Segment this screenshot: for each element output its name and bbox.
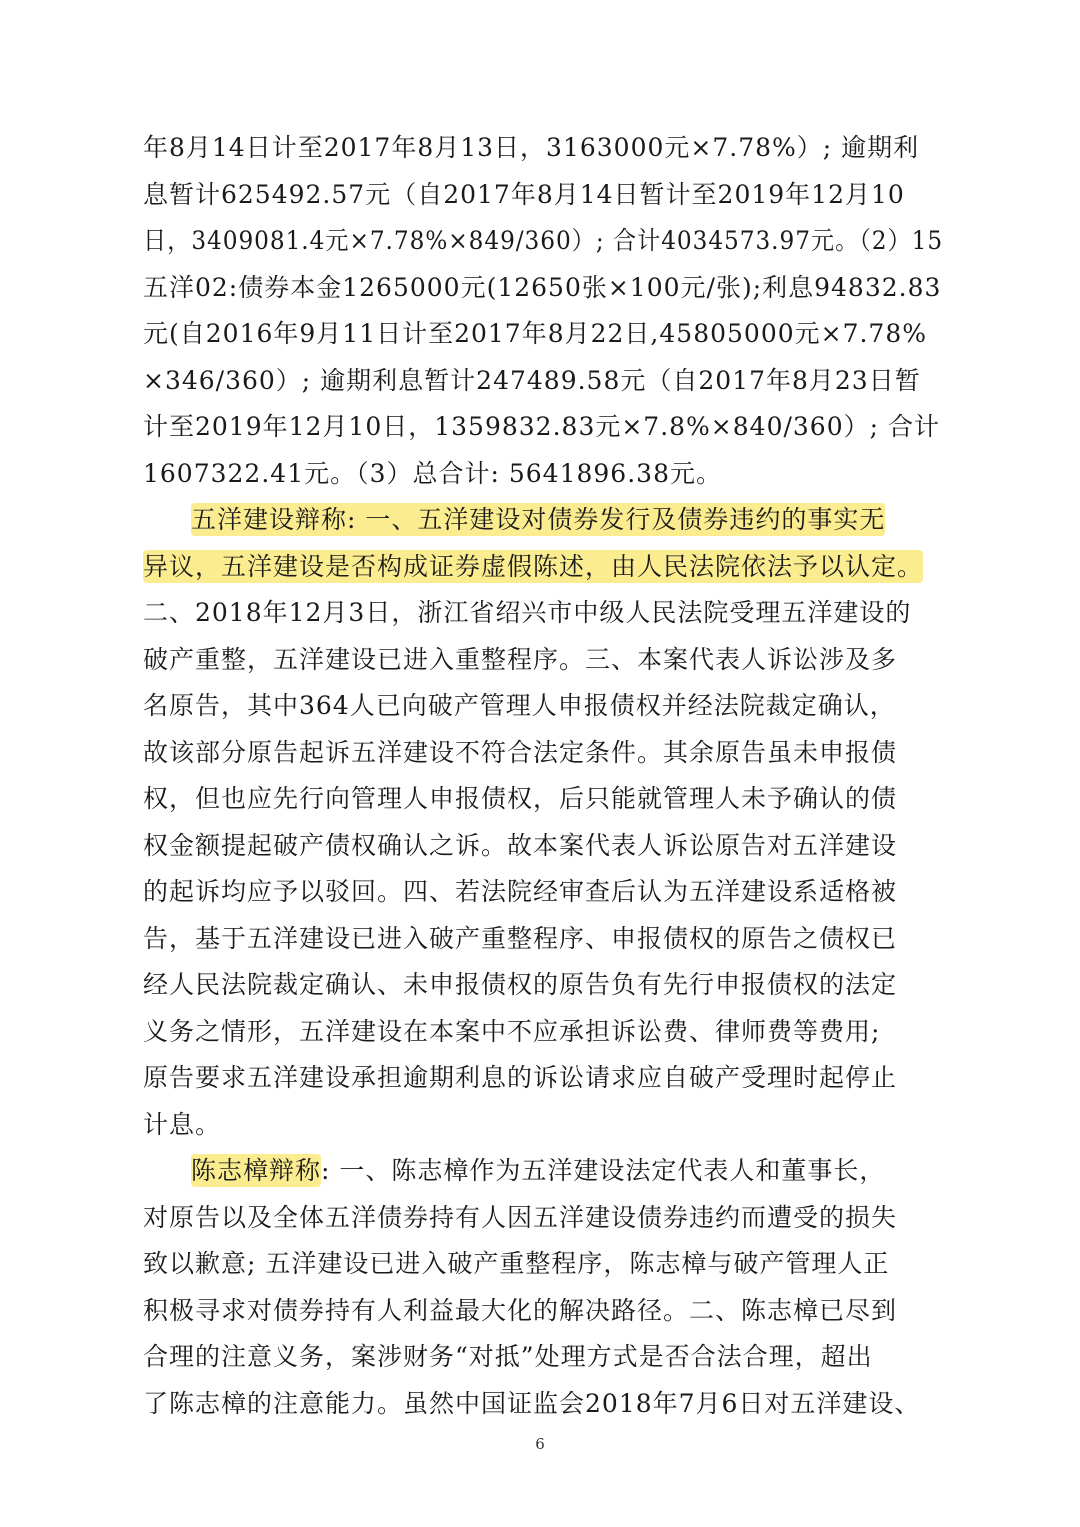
- text-line: [143, 824, 943, 868]
- line-text: 积极寻求对债券持有人利益最大化的解决路径。二、陈志樟已尽到: [143, 1295, 898, 1325]
- text-line: [143, 405, 943, 449]
- text-line: [143, 1289, 943, 1333]
- line-text: 计息。: [143, 1109, 222, 1139]
- line-text: 1607322.41元。（3）总合计: 5641896.38元。: [143, 458, 722, 488]
- text-line: [143, 591, 943, 635]
- line-text: 经人民法院裁定确认、未申报债权的原告负有先行申报债权的法定: [143, 970, 898, 999]
- line-text: 故该部分原告起诉五洋建设不符合法定条件。其余原告虽未申报债: [143, 737, 898, 767]
- text-line: [143, 1335, 943, 1379]
- text-line: [143, 1196, 943, 1240]
- highlighted-text: 五洋建设辩称: 一、五洋建设对债券发行及债券违约的事实无: [191, 505, 886, 534]
- line-text: 二、2018年12月3日，浙江省绍兴市中级人民法院受理五洋建设的: [143, 598, 912, 627]
- line-text: 合理的注意义务，案涉财务“对抵”处理方式是否合法合理，超出: [143, 1342, 873, 1371]
- line-text: : 一、陈志樟作为五洋建设法定代表人和董事长，: [321, 1156, 886, 1185]
- line-text: 权，但也应先行向管理人申报债权，后只能就管理人未予确认的债: [143, 784, 898, 813]
- text-line: [143, 126, 943, 170]
- text-line: [143, 1242, 943, 1286]
- line-text: 五洋02:债券本金1265000元(12650张×100元/张);利息94832.83: [143, 272, 942, 302]
- text-line: [143, 917, 943, 961]
- text-line: [143, 266, 943, 310]
- line-text: 原告要求五洋建设承担逾期利息的诉讼请求应自破产受理时起停止: [143, 1063, 898, 1092]
- line-text: 破产重整，五洋建设已进入重整程序。三、本案代表人诉讼涉及多: [143, 644, 898, 674]
- line-text: 告，基于五洋建设已进入破产重整程序、申报债权的原告之债权已: [143, 923, 898, 953]
- text-line: [143, 1056, 943, 1100]
- text-line: [143, 1382, 943, 1426]
- line-text: 的起诉均应予以驳回。四、若法院经审查后认为五洋建设系适格被: [143, 877, 898, 906]
- line-text: 名原告，其中364人已向破产管理人申报债权并经法院裁定确认，: [143, 691, 896, 720]
- text-line: [191, 498, 943, 542]
- text-line: [143, 173, 943, 217]
- highlighted-text: 异议，五洋建设是否构成证券虚假陈述，由人民法院依法予以认定。: [143, 551, 924, 581]
- text-line: [143, 452, 943, 496]
- line-text: 元(自2016年9月11日计至2017年8月22日,45805000元×7.78%: [143, 319, 927, 348]
- text-line: [143, 1103, 943, 1147]
- line-text: 致以歉意; 五洋建设已进入破产重整程序，陈志樟与破产管理人正: [143, 1249, 890, 1278]
- line-text: 义务之情形，五洋建设在本案中不应承担诉讼费、律师费等费用;: [143, 1016, 881, 1046]
- line-text: 日，3409081.4元×7.78%×849/360）; 合计4034573.97元。（2）15: [143, 226, 944, 255]
- line-text: 了陈志樟的注意能力。虽然中国证监会2018年7月6日对五洋建设、: [143, 1388, 921, 1418]
- line-text: 年8月14日计至2017年8月13日，3163000元×7.78%）; 逾期利: [143, 133, 920, 162]
- line-text: 权金额提起破产债权确认之诉。故本案代表人诉讼原告对五洋建设: [143, 830, 898, 860]
- text-line: [143, 312, 943, 356]
- text-line: [143, 963, 943, 1007]
- line-text: 对原告以及全体五洋债券持有人因五洋建设债券违约而遭受的损失: [143, 1202, 898, 1232]
- text-line: [143, 870, 943, 914]
- text-line: [143, 1010, 943, 1054]
- text-line: [143, 359, 943, 403]
- text-line: [143, 684, 943, 728]
- line-text: 计至2019年12月10日，1359832.83元×7.8%×840/360）; 合计: [143, 412, 940, 441]
- text-line: [143, 777, 943, 821]
- text-line: [143, 219, 943, 263]
- line-text: ×346/360）; 逾期利息暂计247489.58元（自2017年8月23日暂: [143, 365, 921, 395]
- text-line: [143, 545, 943, 589]
- highlighted-text: 陈志樟辩称: [191, 1156, 322, 1185]
- line-text: 息暂计625492.57元（自2017年8月14日暂计至2019年12月10: [143, 179, 905, 209]
- text-line: [143, 731, 943, 775]
- page-number: 6: [535, 1435, 545, 1453]
- text-line: [191, 1149, 943, 1193]
- text-line: [143, 638, 943, 682]
